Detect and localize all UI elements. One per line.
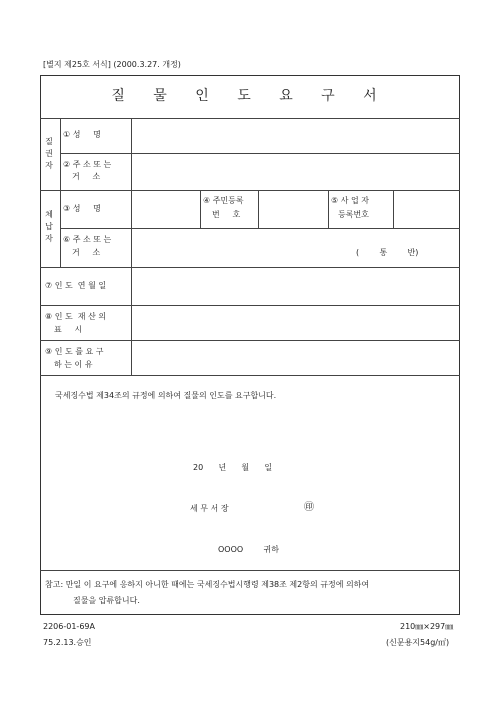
- footer-approval: 75.2.13.승인: [43, 638, 92, 647]
- pledgee-group-label: 질권자: [45, 137, 53, 170]
- request-statement: 국세징수법 제34조의 규정에 의하여 질물의 인도를 요구합니다.: [55, 391, 277, 400]
- rule-business-right: [393, 190, 394, 228]
- rule-debtor-mid: [60, 228, 460, 229]
- form-sheet: [40, 75, 460, 615]
- debtor-group-label: 체납자: [45, 210, 53, 243]
- tong-ban: ( 통 반): [356, 248, 419, 257]
- rule-note-top: [40, 570, 460, 571]
- rule-reason-bottom: [40, 375, 460, 376]
- rule-pledgee-bottom: [40, 190, 460, 191]
- pledgee-address-label: ② 주 소 또 는: [63, 160, 112, 169]
- rule-resident-left: [200, 190, 201, 228]
- rule-resident-right: [258, 190, 259, 228]
- property-label: ⑧ 인 도 재 산 의: [45, 312, 107, 321]
- form-title: 질 물 인 도 요 구 서: [111, 88, 389, 104]
- delivery-date-label: ⑦ 인 도 연 월 일: [45, 281, 107, 290]
- rule-title-bottom: [40, 118, 460, 119]
- business-number-label: ⑤ 사 업 자: [331, 196, 369, 205]
- office-line: 세 무 서 장: [190, 504, 229, 513]
- resident-number-label-2: 번 호: [212, 210, 241, 219]
- note-line-1: 참고: 만일 이 요구에 응하지 아니한 때에는 국세징수법시행령 제38조 제2항의 규정에 의하여: [45, 580, 370, 589]
- date-line: 20 년 월 일: [193, 463, 273, 472]
- resident-number-label: ④ 주민등록: [203, 196, 244, 205]
- pledgee-address-label-2: 거 소: [72, 172, 101, 181]
- rule-business-left: [328, 190, 329, 228]
- footer-paper-size: 210㎜×297㎜: [400, 622, 454, 631]
- debtor-address-label-2: 거 소: [72, 248, 101, 257]
- reason-label: ⑨ 인 도 를 요 구: [45, 347, 104, 356]
- debtor-address-label: ⑥ 주 소 또 는: [63, 235, 112, 244]
- reason-label-2: 하 는 이 유: [54, 360, 93, 369]
- property-label-2: 표 시: [54, 325, 83, 334]
- rule-debtor-bottom: [40, 267, 460, 268]
- seal-mark: ㊞: [304, 502, 314, 513]
- note-line-2: 질물을 압류합니다.: [73, 596, 140, 605]
- business-number-label-2: 등록번호: [338, 210, 369, 219]
- rule-property-bottom: [40, 340, 460, 341]
- debtor-name-label: ③ 성 명: [63, 204, 101, 213]
- pledgee-name-label: ① 성 명: [63, 130, 101, 139]
- rule-pledgee-mid: [60, 153, 460, 154]
- form-number: [별지 제25호 서식] (2000.3.27. 개정): [43, 60, 181, 69]
- rule-group-col: [60, 118, 61, 267]
- footer-paper-type: (신문용지54g/㎡): [386, 638, 450, 647]
- footer-form-code: 2206-01-69A: [43, 622, 95, 631]
- rule-label-col: [131, 118, 132, 375]
- rule-date-bottom: [40, 305, 460, 306]
- recipient-line: OOOO 귀하: [218, 545, 279, 554]
